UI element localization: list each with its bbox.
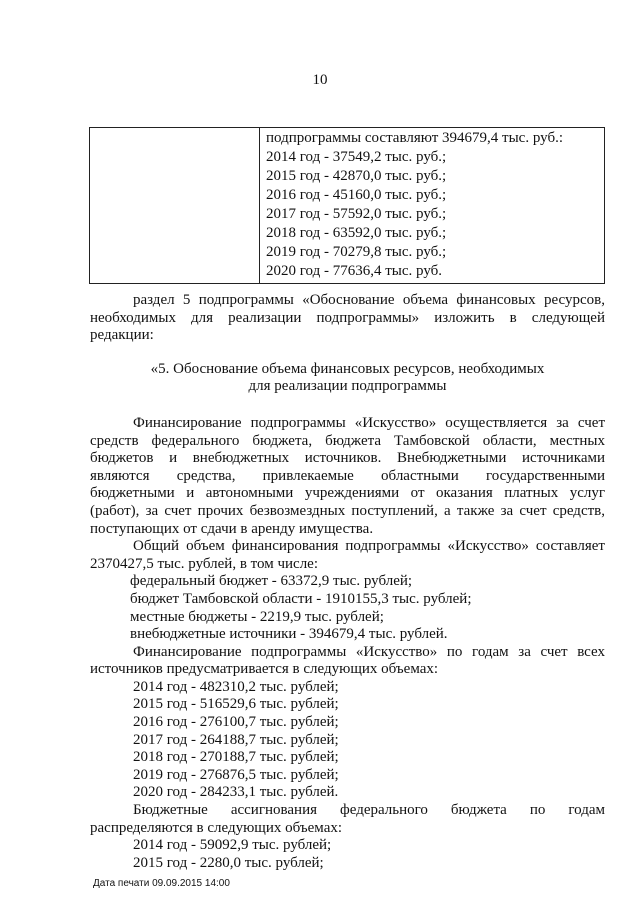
paragraph-total — [90, 538, 605, 573]
table-line: 2014 год - 37549,2 тыс. руб.; — [266, 149, 447, 165]
heading-line: для реализации подпрограммы — [248, 378, 447, 395]
table-line: 2015 год - 42870,0 тыс. руб.; — [266, 168, 447, 184]
funding-table — [89, 127, 605, 284]
list-item: 2015 год - 516529,6 тыс. рублей; — [133, 696, 339, 713]
years-all-list — [90, 679, 605, 802]
list-item: 2018 год - 270188,7 тыс. рублей; — [133, 749, 339, 766]
text-line: Общий объем финансирования подпрограммы «Искусство» составляет — [133, 538, 605, 555]
list-item: бюджет Тамбовской области - 1910155,3 тыс. рублей; — [130, 590, 472, 607]
text-line: 2370427,5 тыс. рублей, в том числе: — [90, 555, 319, 572]
table-cell-left — [90, 128, 260, 284]
text-line: являются средства, привлекаемые областными государственными — [90, 467, 605, 484]
list-item: внебюджетные источники - 394679,4 тыс. рублей. — [130, 626, 448, 643]
paragraph-by-years — [90, 644, 605, 679]
list-item: федеральный бюджет - 63372,9 тыс. рублей; — [130, 573, 413, 590]
print-date-footer: Дата печати 09.09.2015 14:00 — [93, 878, 230, 889]
document-body — [90, 292, 605, 872]
section-heading — [90, 361, 605, 396]
text-line: Финансирование подпрограммы «Искусство» по годам за счет всех — [133, 643, 605, 660]
list-item: 2014 год - 482310,2 тыс. рублей; — [133, 678, 339, 695]
table-line: 2017 год - 57592,0 тыс. руб.; — [266, 206, 447, 222]
text-line: необходимых для реализации подпрограммы» изложить в следующей — [90, 309, 605, 326]
list-item: 2014 год - 59092,9 тыс. рублей; — [133, 837, 332, 854]
text-line: Бюджетные ассигнования федерального бюджета по годам — [133, 802, 605, 819]
paragraph-financing — [90, 415, 605, 538]
list-item: 2019 год - 276876,5 тыс. рублей; — [133, 766, 339, 783]
table-line: подпрограммы составляют 394679,4 тыс. руб.: — [266, 130, 563, 146]
years-federal-list — [90, 837, 605, 872]
table-row — [90, 128, 605, 284]
text-line: раздел 5 подпрограммы «Обоснование объема финансовых ресурсов, — [133, 292, 605, 308]
list-item: 2015 год - 2280,0 тыс. рублей; — [133, 854, 324, 871]
text-line: бюджетными и автономными учреждениями от оказания платных услуг — [90, 485, 605, 502]
text-line: редакции: — [90, 327, 154, 344]
text-line: поступающих от сдачи в аренду имущества. — [90, 520, 374, 537]
list-item: местные бюджеты - 2219,9 тыс. рублей; — [130, 608, 384, 625]
list-item: 2020 год - 284233,1 тыс. рублей. — [133, 784, 339, 801]
text-line: бюджетов и внебюджетных источников. Внебюджетными источниками — [90, 450, 605, 467]
table-line: 2018 год - 63592,0 тыс. руб.; — [266, 225, 447, 241]
table-line: 2020 год - 77636,4 тыс. руб. — [266, 263, 443, 279]
table-cell-right — [260, 128, 605, 284]
intro-paragraph — [90, 292, 605, 345]
text-line: (работ), за счет прочих безвозмездных поступлений, а также за счет средств, — [90, 502, 605, 519]
text-line: источников предусматривается в следующих объемах: — [90, 661, 439, 678]
table-line: 2016 год - 45160,0 тыс. руб.; — [266, 187, 447, 203]
heading-line: «5. Обоснование объема финансовых ресурсов, необходимых — [150, 360, 545, 377]
list-item: 2017 год - 264188,7 тыс. рублей; — [133, 731, 339, 748]
sources-list — [90, 573, 605, 643]
text-line: Финансирование подпрограммы «Искусство» осуществляется за счет — [133, 414, 605, 431]
paragraph-federal — [90, 802, 605, 837]
text-line: распределяются в следующих объемах: — [90, 819, 343, 836]
table-line: 2019 год - 70279,8 тыс. руб.; — [266, 244, 447, 260]
spacer — [90, 345, 605, 361]
spacer — [90, 396, 605, 415]
text-line: средств федерального бюджета, бюджета Тамбовской области, местных — [90, 432, 605, 449]
list-item: 2016 год - 276100,7 тыс. рублей; — [133, 714, 339, 731]
page-number: 10 — [312, 72, 328, 88]
